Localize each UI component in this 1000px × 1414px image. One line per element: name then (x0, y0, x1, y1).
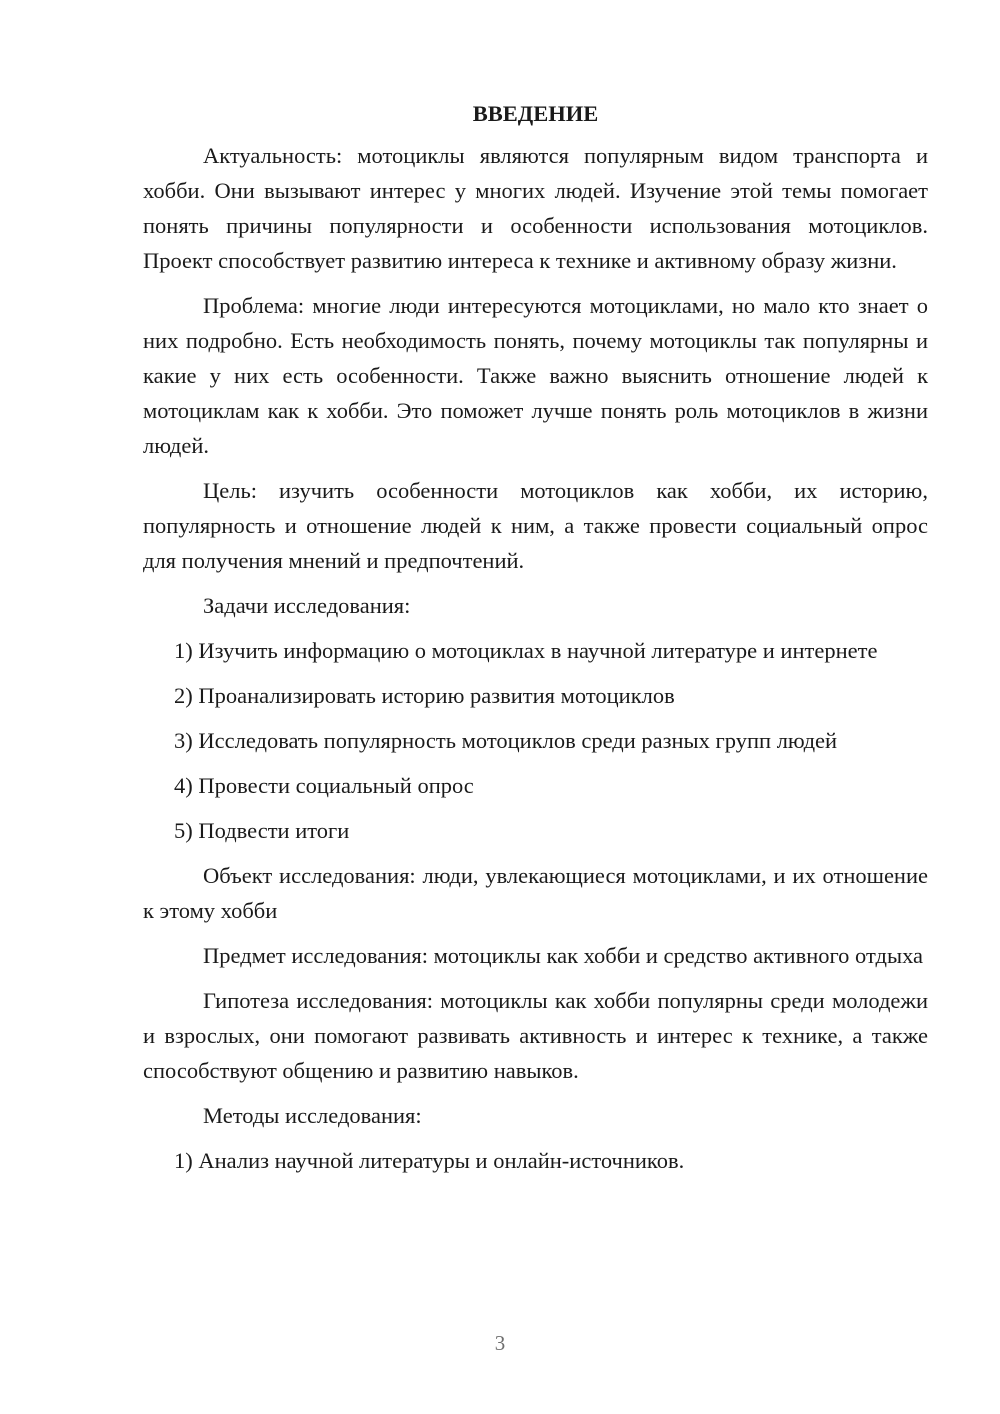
paragraph-relevance: Актуальность: мотоциклы являются популярным видом транспорта и хобби. Они вызывают интерес у многих людей. Изучение этой темы помогает понять причины популярности и особенности использования мотоциклов. Проект способствует развитию интереса к технике и активному образу жизни. (143, 143, 928, 273)
paragraph-subject: Предмет исследования: мотоциклы как хобби и средство активного отдыха (203, 943, 924, 968)
task-item: 2) Проанализировать историю развития мотоциклов (174, 683, 675, 708)
paragraph-problem: Проблема: многие люди интересуются мотоциклами, но мало кто знает о них подробно. Есть необходимость понять, почему мотоциклы так популярны и какие у них есть особенности. Также важно выяснить отношение людей к мотоциклам как к хобби. Это поможет лучше понять роль мотоциклов в жизни людей. (143, 293, 928, 458)
page-number: 3 (494, 1331, 506, 1355)
section-title: ВВЕДЕНИЕ (472, 101, 599, 126)
methods-heading: Методы исследования: (203, 1103, 422, 1128)
task-item: 4) Провести социальный опрос (174, 773, 474, 798)
tasks-heading: Задачи исследования: (203, 593, 411, 618)
page-content (143, 96, 928, 1188)
method-item: 1) Анализ научной литературы и онлайн-источников. (174, 1148, 685, 1173)
paragraph-goal: Цель: изучить особенности мотоциклов как хобби, их историю, популярность и отношение людей к ним, а также провести социальный опрос для получения мнений и предпочтений. (143, 478, 928, 573)
paragraph-hypothesis: Гипотеза исследования: мотоциклы как хобби популярны среди молодежи и взрослых, они помогают развивать активность и интерес к технике, а также способствуют общению и развитию навыков. (143, 988, 928, 1083)
paragraph-object: Объект исследования: люди, увлекающиеся мотоциклами, и их отношение к этому хобби (143, 863, 928, 923)
task-item: 3) Исследовать популярность мотоциклов среди разных групп людей (174, 728, 838, 753)
task-item: 1) Изучить информацию о мотоциклах в научной литературе и интернете (174, 638, 878, 663)
task-item: 5) Подвести итоги (174, 818, 350, 843)
